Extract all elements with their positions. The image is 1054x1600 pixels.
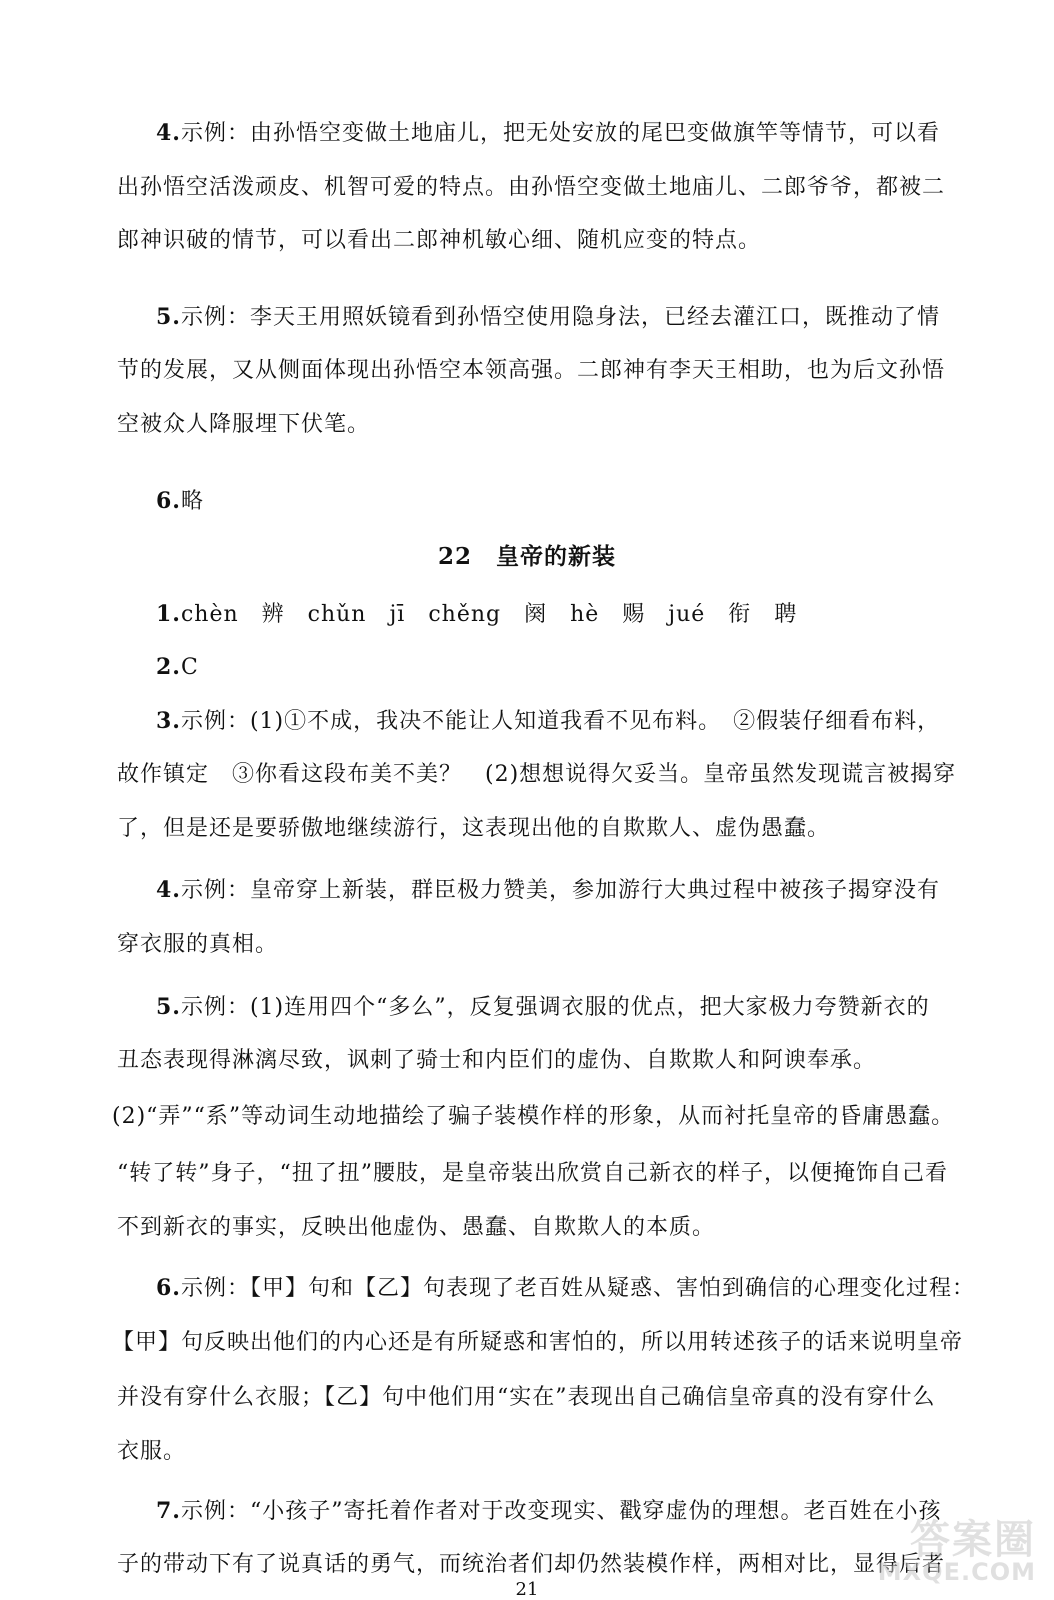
answer-4-line-2: 出孙悟空活泼顽皮、机智可爱的特点。由孙悟空变做土地庙儿、二郎爷爷，都被二 — [117, 175, 946, 200]
answer-5-line-3: 空被众人降服埋下伏笔。 — [117, 412, 371, 437]
s22-answer-7-line-1: 7.示例：“小孩子”寄托着作者对于改变现实、戳穿虚伪的理想。老百姓在小孩 — [156, 1498, 942, 1524]
s22-answer-1-line-1: 1.chèn 辨 chǔn jī chěng 阕 hè 赐 jué 衔 聘 — [156, 601, 798, 627]
answer-5-line-1: 5.示例：李天王用照妖镜看到孙悟空使用隐身法，已经去灌江口，既推动了情 — [156, 304, 940, 330]
section-title — [0, 543, 1054, 571]
s22-answer-3-line-2: 故作镇定 ③你看这段布美不美？ (2)想想说得欠妥当。皇帝虽然发现谎言被揭穿 — [117, 762, 957, 787]
answer-4-line-3: 郎神识破的情节，可以看出二郎神机敏心细、随机应变的特点。 — [117, 228, 762, 253]
s22-answer-3-line-1: 3.示例：(1)①不成，我决不能让人知道我看不见布料。 ②假装仔细看布料， — [156, 708, 941, 734]
s22-answer-5-line-2: 丑态表现得淋漓尽致，讽刺了骑士和内臣们的虚伪、自欺欺人和阿谀奉承。 — [117, 1048, 877, 1073]
answer-4-line-1: 4.示例：由孙悟空变做土地庙儿，把无处安放的尾巴变做旗竿等情节，可以看 — [156, 120, 940, 146]
s22-answer-6-line-4: 衣服。 — [117, 1439, 187, 1464]
answer-5-line-2: 节的发展，又从侧面体现出孙悟空本领高强。二郎神有李天王相助，也为后文孙悟 — [117, 358, 946, 383]
s22-answer-3-line-3: 了，但是还是要骄傲地继续游行，这表现出他的自欺欺人、虚伪愚蠢。 — [117, 816, 831, 841]
s22-answer-2-line-1: 2.C — [156, 654, 199, 680]
section-title-text: 皇帝的新装 — [496, 543, 616, 570]
watermark-logo: 答案圈 — [910, 1517, 1036, 1563]
s22-answer-6-line-2: 【甲】句反映出他们的内心还是有所疑惑和害怕的，所以用转述孩子的话来说明皇帝 — [112, 1330, 964, 1355]
watermark-site: MXQE.COM — [877, 1558, 1036, 1586]
s22-answer-4-line-1: 4.示例：皇帝穿上新装，群臣极力赞美，参加游行大典过程中被孩子揭穿没有 — [156, 877, 940, 903]
s22-answer-6-line-3: 并没有穿什么衣服；【乙】句中他们用“实在”表现出自己确信皇帝真的没有穿什么 — [117, 1385, 936, 1410]
section-number: 22 — [437, 543, 472, 570]
answer-6-line-1: 6.略 — [156, 488, 204, 514]
s22-answer-5-line-3: (2)“弄”“系”等动词生动地描绘了骗子装模作样的形象，从而衬托皇帝的昏庸愚蠢。 — [112, 1104, 955, 1129]
s22-answer-5-line-4: “转了转”身子，“扭了扭”腰肢，是皇帝装出欣赏自己新衣的样子，以便掩饰自己看 — [117, 1161, 948, 1186]
page-number: 21 — [515, 1579, 539, 1600]
watermark — [846, 1508, 1036, 1586]
s22-answer-4-line-2: 穿衣服的真相。 — [117, 932, 279, 957]
s22-answer-5-line-5: 不到新衣的事实，反映出他虚伪、愚蠢、自欺欺人的本质。 — [117, 1215, 716, 1240]
s22-answer-6-line-1: 6.示例：【甲】句和【乙】句表现了老百姓从疑惑、害怕到确信的心理变化过程： — [156, 1275, 975, 1301]
s22-answer-7-line-2: 子的带动下有了说真话的勇气，而统治者们却仍然装模作样，两相对比，显得后者 — [117, 1552, 946, 1577]
s22-answer-5-line-1: 5.示例：(1)连用四个“多么”，反复强调衣服的优点，把大家极力夸赞新衣的 — [156, 994, 930, 1020]
